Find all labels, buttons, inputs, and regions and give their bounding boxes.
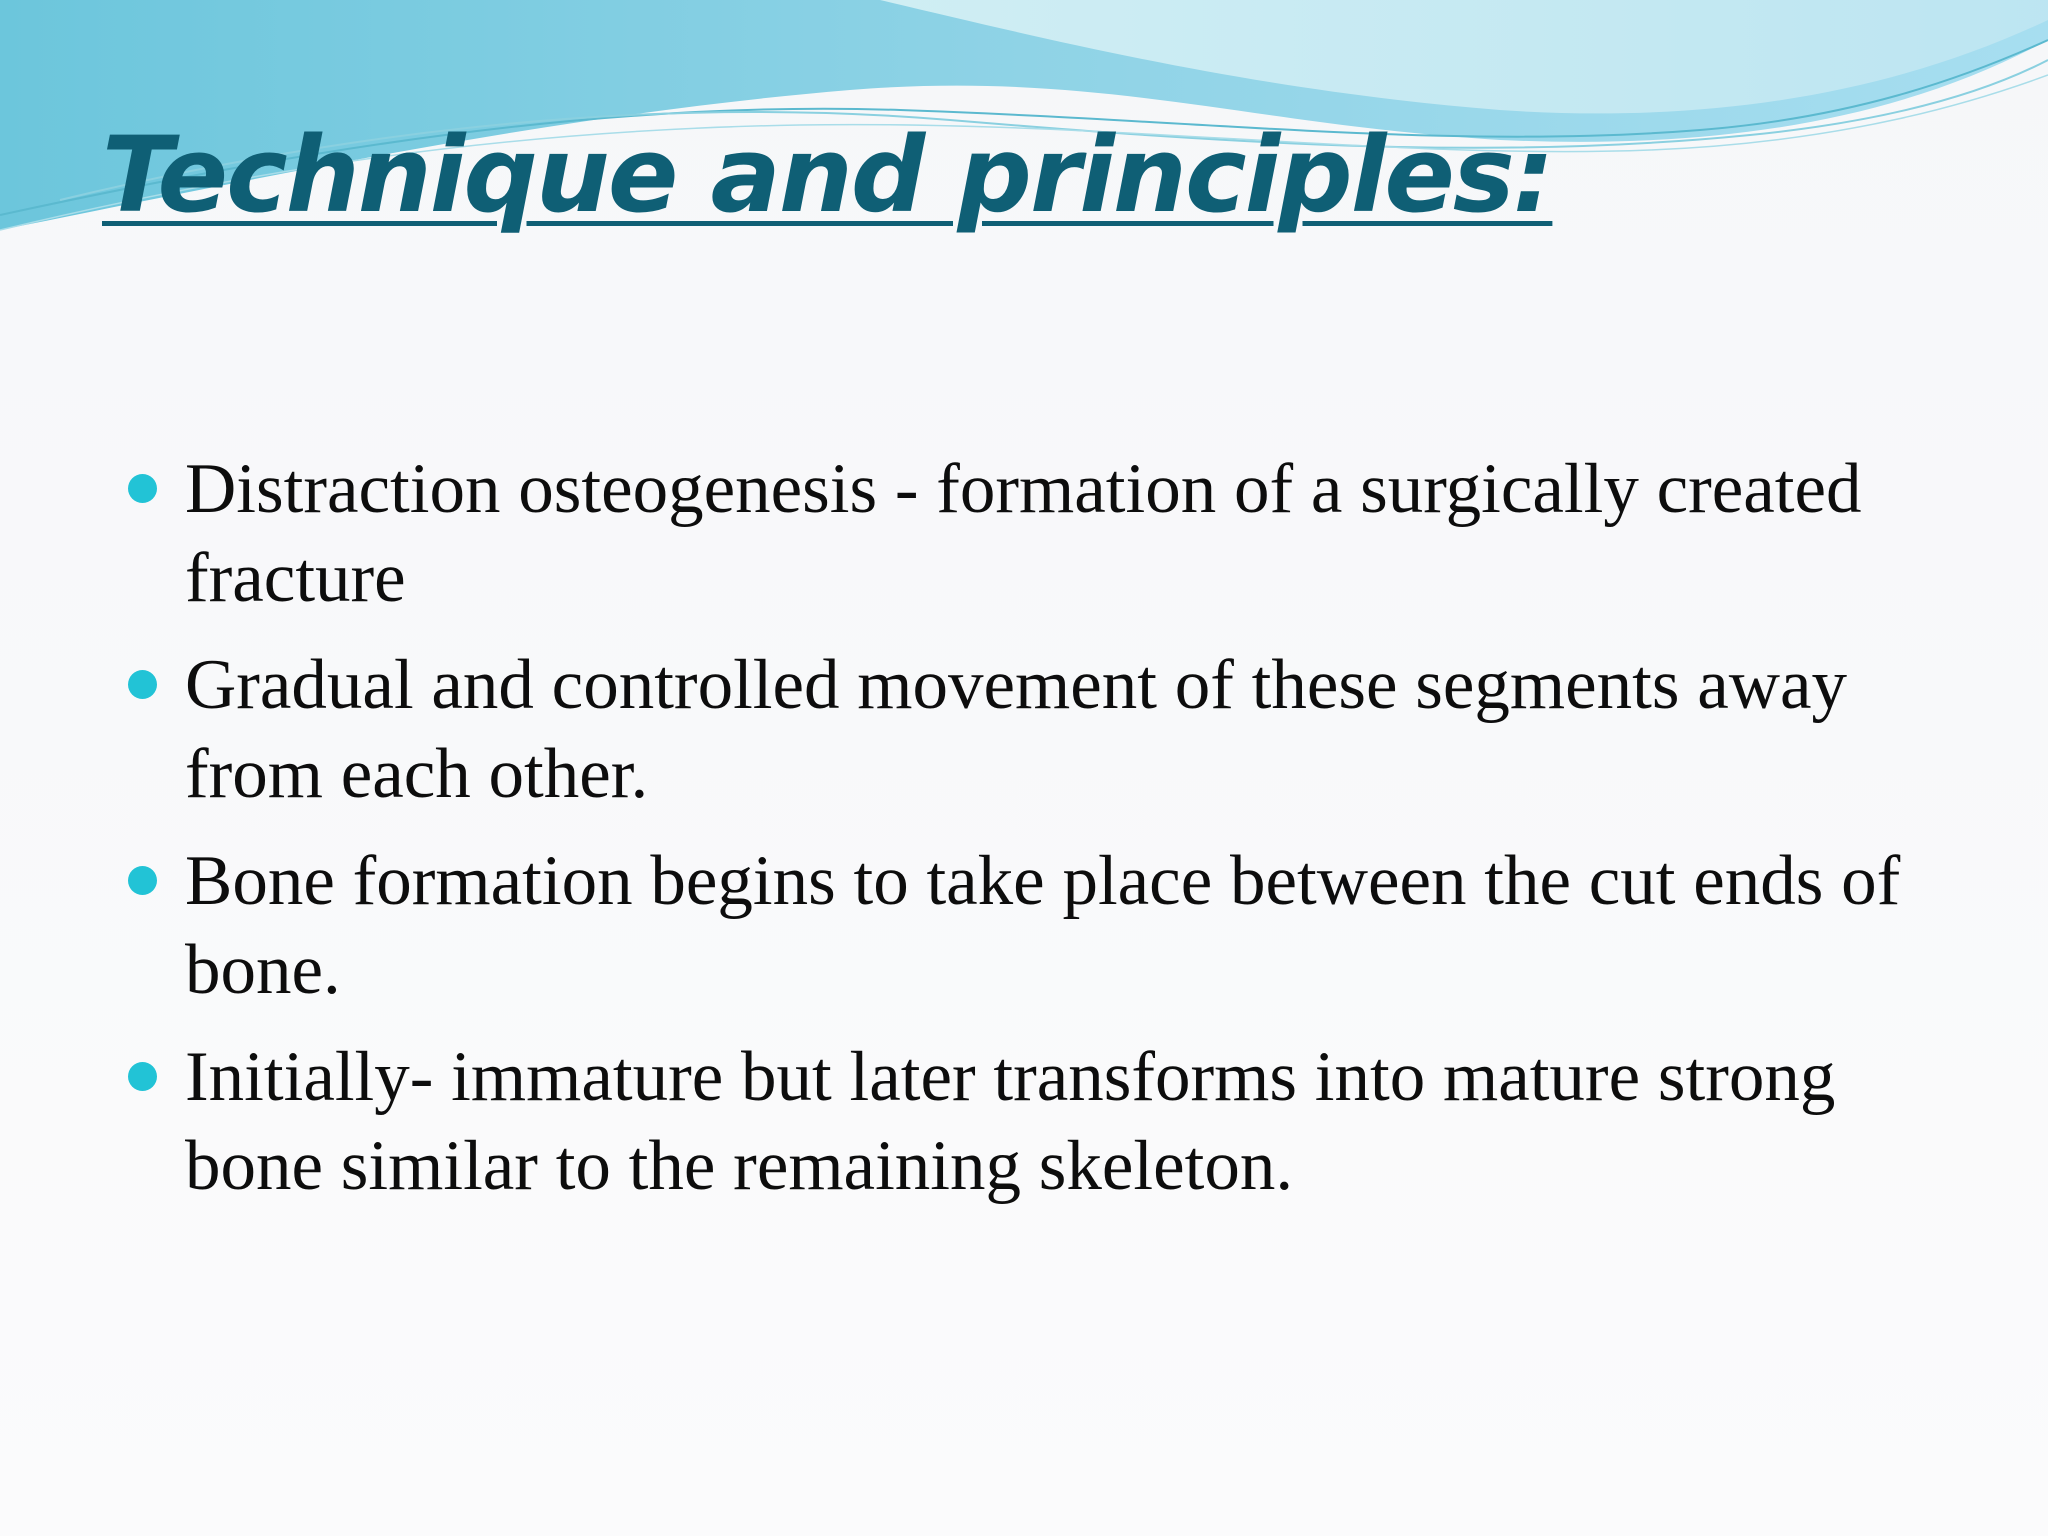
bullet-text: Bone formation begins to take place between the cut ends of bone. <box>185 842 1901 1009</box>
bullet-dot-icon <box>128 1062 157 1091</box>
bullet-dot-icon <box>128 474 157 503</box>
slide-title: Technique and principles: <box>102 114 1553 236</box>
bullet-list <box>128 445 1948 1229</box>
bullet-item <box>128 641 1948 819</box>
bullet-item <box>128 445 1948 623</box>
bullet-dot-icon <box>128 866 157 895</box>
bullet-text: Initially- immature but later transforms into mature strong bone similar to the remaining skeleton. <box>185 1038 1836 1205</box>
bullet-item <box>128 837 1948 1015</box>
bullet-text: Distraction osteogenesis - formation of a surgically created fracture <box>185 450 1862 617</box>
bullet-dot-icon <box>128 670 157 699</box>
bullet-item <box>128 1033 1948 1211</box>
bullet-text: Gradual and controlled movement of these segments away from each other. <box>185 646 1848 813</box>
